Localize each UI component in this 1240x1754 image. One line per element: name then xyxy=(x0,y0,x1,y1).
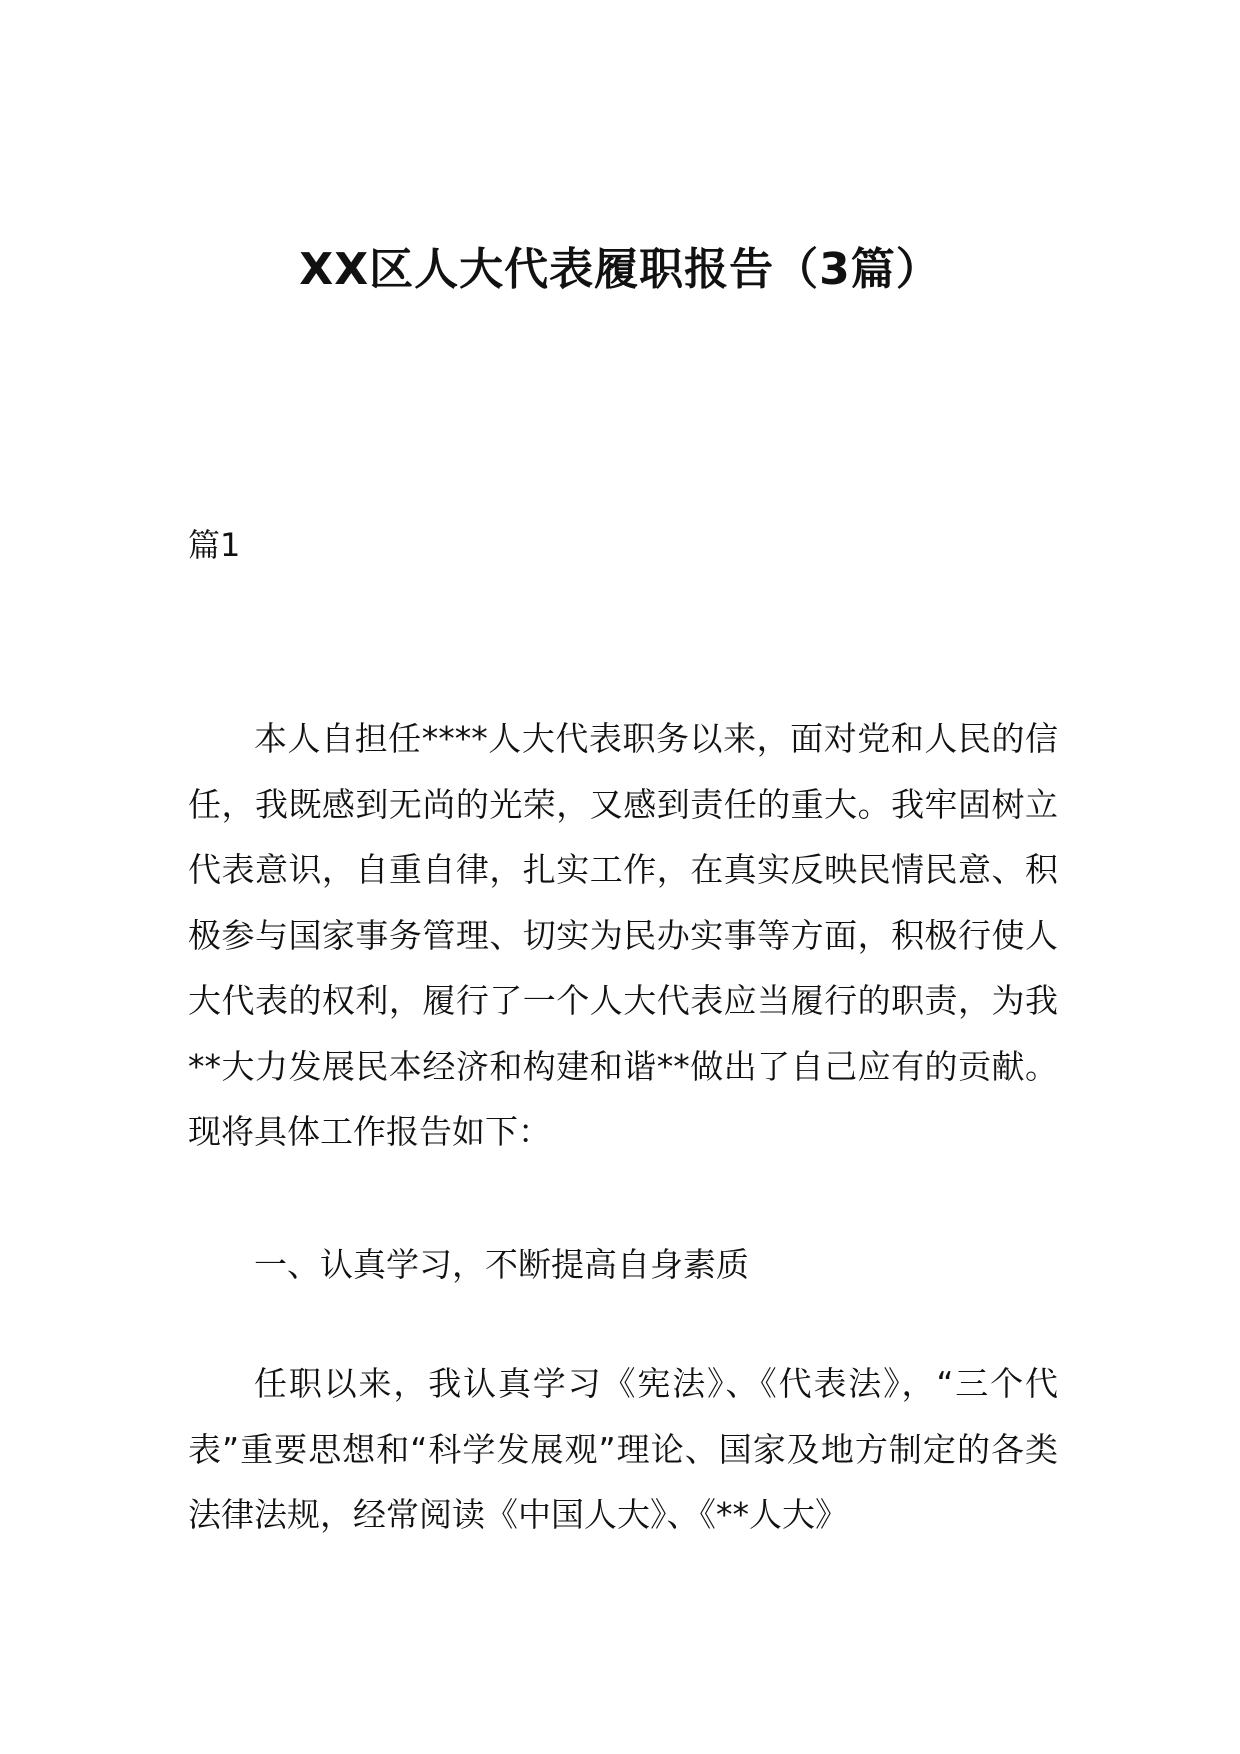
intro-paragraph: 本人自担任****人大代表职务以来，面对党和人民的信任，我既感到无尚的光荣，又感到责任的重大。我牢固树立代表意识，自重自律，扎实工作，在真实反映民情民意、积极参与国家事务管理、切实为民办实事等方面，积极行使人大代表的权利，履行了一个人大代表应当履行的职责，为我**大力发展民本经济和构建和谐**做出了自己应有的贡献。现将具体工作报告如下： xyxy=(188,719,1058,1151)
section-label: 篇1 xyxy=(188,526,241,564)
section-heading-1: 一、认真学习，不断提高自身素质 xyxy=(254,1245,749,1284)
document-title: XX区人大代表履职报告（3篇） xyxy=(299,244,941,295)
study-paragraph: 任职以来，我认真学习《宪法》、《代表法》，“三个代表”重要思想和“科学发展观”理论、国家及地方制定的各类法律法规，经常阅读《中国人大》、《**人大》 xyxy=(188,1364,1058,1534)
